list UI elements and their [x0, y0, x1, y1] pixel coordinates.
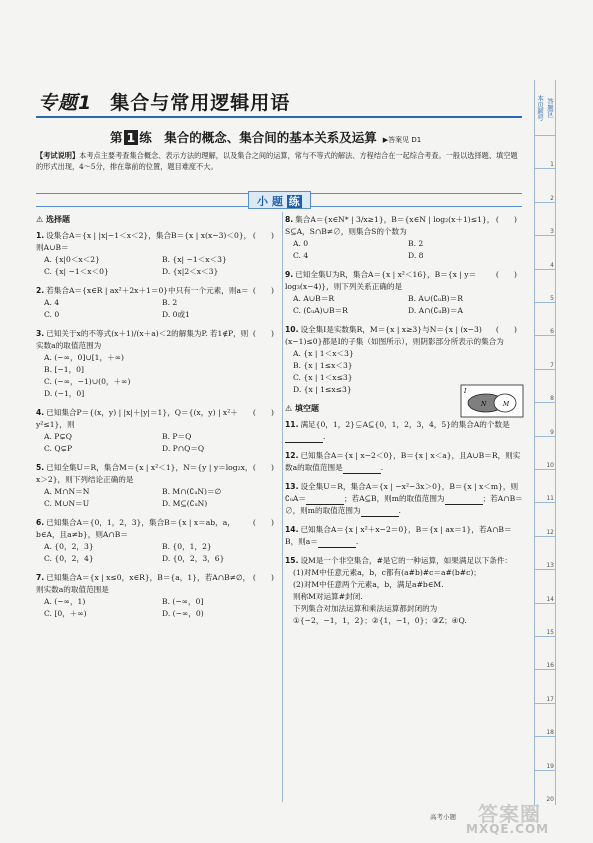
- sidebar-row: 7: [535, 335, 555, 368]
- question-stem: [285, 555, 523, 567]
- option-list: [36, 541, 280, 565]
- lesson-heading: [110, 128, 421, 146]
- question-item: [36, 517, 280, 565]
- answer-paren: ( ): [495, 270, 517, 279]
- option-item: B. [−1，0]: [44, 365, 84, 374]
- option-item: C. {x| −1＜x＜0}: [44, 267, 109, 276]
- question-item: [36, 407, 280, 455]
- option-list: [36, 486, 280, 510]
- option-item: B. A∪(∁ᵤB)＝R: [408, 294, 463, 303]
- answer-blank: [318, 537, 359, 548]
- exam-note: [36, 150, 522, 172]
- question-number: 14.: [285, 525, 299, 534]
- question-stem: [285, 269, 523, 293]
- sidebar-row: 18: [535, 703, 555, 736]
- option-item: D. {x|2＜x＜3}: [162, 267, 219, 276]
- question-text: 已知集合A＝{x | x−2＜0}，B＝{x | x＜a}，且A∪B＝R，则实数a的取值范围是: [285, 451, 521, 472]
- choice-section-heading: ⚠ 选择题: [36, 215, 70, 224]
- question-text: 设集合A＝{x | |x|−1＜x＜2}，集合B＝{x | x(x−3)＜0}，则A∪B＝: [36, 231, 252, 252]
- sidebar-row: 2: [535, 168, 555, 201]
- option-item: B. (−∞，0]: [162, 597, 204, 606]
- option-item: B. {x | 1≤x＜3}: [293, 361, 353, 370]
- question-item: [285, 419, 523, 443]
- sidebar-row: 17: [535, 669, 555, 702]
- question-item: [36, 328, 280, 400]
- option-item: D. A∩(∁ᵤB)＝A: [408, 306, 463, 315]
- answer-paren: ( ): [252, 408, 274, 417]
- option-list: [36, 254, 280, 278]
- option-item: C. {0，2，4}: [44, 554, 94, 563]
- question-text: 设M是一个非空集合，#是它的一种运算，如果满足以下条件：: [300, 556, 513, 565]
- question-text: 已知集合P＝{(x，y) | |x|＋|y|＝1}，Q＝{(x，y) | x²＋y²≤1}，则: [36, 408, 238, 429]
- option-item: D. (−∞，0): [162, 609, 204, 618]
- venn-label-n: N: [481, 401, 487, 408]
- option-item: B. {x| −1＜x＜3}: [162, 255, 227, 264]
- sidebar-row: 11: [535, 469, 555, 502]
- sidebar-row: 20: [535, 770, 555, 803]
- sidebar-row: 1: [535, 135, 555, 168]
- question-text: 若集合A＝{x∈R | ax²＋2x＋1＝0}中只有一个元素，则a＝: [46, 286, 249, 295]
- question-stem: [36, 517, 280, 541]
- option-list: [36, 431, 280, 455]
- question-number: 6.: [36, 518, 45, 527]
- option-item: A. 4: [44, 298, 60, 307]
- question-stem: [285, 450, 523, 474]
- option-item: D. 8: [408, 251, 424, 260]
- answer-blank: [445, 496, 483, 505]
- question-stem: [36, 572, 280, 596]
- question-line: (2)对M中任意两个元素a，b，满足a#b∈M.: [293, 580, 444, 589]
- answer-paren: ( ): [252, 286, 274, 295]
- question-number: 2.: [36, 286, 45, 295]
- option-item: A. P⊊Q: [44, 432, 73, 441]
- lesson-suffix: 练: [139, 130, 152, 145]
- footer-text: 高考小题: [430, 813, 456, 821]
- question-number: 7.: [36, 573, 45, 582]
- question-item: [36, 285, 280, 321]
- question-number: 13.: [285, 482, 299, 491]
- question-text: 设全集U＝R，集合A＝{x | −x²−3x＞0}，B＝{x | x＜m}，则∁ᵤA＝: [285, 482, 519, 503]
- question-stem: [285, 524, 523, 548]
- option-item: C. 4: [293, 251, 309, 260]
- question-tail: .: [355, 537, 359, 546]
- option-item: C. M∪N＝U: [44, 499, 90, 508]
- option-item: C. (−∞，−1)∪(0，＋∞): [44, 377, 131, 386]
- question-text: 已知集合A＝{x | x²＋x−2＝0}，B＝{x | ax＝1}，若A∩B＝B，则a＝: [285, 525, 512, 546]
- fill-question-list: [285, 419, 523, 627]
- section-tag-3: 练: [288, 195, 300, 208]
- sidebar-row: 5: [535, 269, 555, 302]
- answer-paren: ( ): [495, 325, 517, 334]
- question-number: 9.: [285, 270, 294, 279]
- right-column: [285, 214, 523, 634]
- option-list: [285, 238, 523, 262]
- question-line: (1)对M中任意元素a，b，c都有(a#b)#c＝a#(b#c)；: [293, 568, 481, 577]
- question-text: 已知关于x的不等式(x＋1)/(x＋a)＜2的解集为P. 若1∉P，则实数a的取值范围为: [36, 329, 249, 350]
- fill-section-heading: ⚠ 填空题: [285, 404, 319, 413]
- sidebar-row: 15: [535, 603, 555, 636]
- option-list: [36, 596, 280, 620]
- topic-heading: [38, 88, 290, 115]
- option-item: D. (−1，0]: [44, 389, 85, 398]
- answer-sidebar: [534, 80, 556, 805]
- sidebar-row: 9: [535, 402, 555, 435]
- question-stem: [285, 481, 523, 517]
- option-item: A. {0，2，3}: [44, 542, 94, 551]
- question-number: 12.: [285, 451, 299, 460]
- option-item: A. (−∞，1): [44, 597, 86, 606]
- sidebar-row: 4: [535, 235, 555, 268]
- sidebar-row: 3: [535, 202, 555, 235]
- option-item: D. M⊆(∁ᵤN): [162, 499, 208, 508]
- exam-note-label: 【考试说明】: [36, 151, 80, 160]
- sidebar-row: 19: [535, 736, 555, 769]
- question-stem: [36, 230, 280, 254]
- answer-paren: ( ): [252, 518, 274, 527]
- option-item: D. 0或1: [162, 310, 190, 319]
- question-line: 下列集合对加法运算和乘法运算都封闭的为: [293, 604, 438, 613]
- option-list: [285, 293, 523, 317]
- lesson-number: 1: [124, 130, 139, 145]
- question-item: [36, 462, 280, 510]
- section-tag: [248, 191, 311, 209]
- sidebar-row: 13: [535, 536, 555, 569]
- sidebar-row: 10: [535, 436, 555, 469]
- option-list: [36, 352, 280, 400]
- question-stem: [285, 214, 523, 238]
- sidebar-header: [535, 80, 555, 135]
- left-question-list: [36, 230, 280, 620]
- question-line: ①{−2，−1，1，2}；②{1，−1，0}；③Z；④Q.: [293, 616, 467, 625]
- venn-diagram: [460, 384, 524, 418]
- sidebar-row: 14: [535, 569, 555, 602]
- question-text-mid: ；若A⊆B，则m的取值范围为: [343, 494, 445, 503]
- question-stem: [285, 419, 523, 443]
- question-stem: [36, 407, 280, 431]
- question-number: 3.: [36, 329, 45, 338]
- option-item: C. (∁ᵤA)∪B＝R: [293, 306, 348, 315]
- topic-rule: [36, 116, 522, 118]
- question-stem: [36, 462, 280, 486]
- question-number: 15.: [285, 556, 299, 565]
- question-item: [285, 214, 523, 262]
- option-item: B. 2: [408, 239, 424, 248]
- question-item: [36, 572, 280, 620]
- question-item: [36, 230, 280, 278]
- question-number: 4.: [36, 408, 45, 417]
- right-question-list: [285, 214, 523, 396]
- answer-paren: ( ): [252, 231, 274, 240]
- answer-blank: [343, 463, 384, 474]
- question-tail: .: [398, 506, 401, 515]
- question-text: 已知全集U为R，集合A＝{x | x²＜16}，B＝{x | y＝log₃(x−4)}，则下列关系正确的是: [285, 270, 477, 291]
- option-item: A. {x|0＜x＜2}: [44, 255, 100, 264]
- option-item: A. 0: [293, 239, 309, 248]
- sidebar-header-1: 本页题号: [536, 94, 544, 121]
- option-item: A. (−∞，0]∪[1，＋∞): [44, 353, 124, 362]
- option-item: A. A∪B＝R: [293, 294, 335, 303]
- lesson-title: 集合的概念、集合间的基本关系及运算: [164, 130, 377, 145]
- question-number: 10.: [285, 325, 299, 334]
- option-item: B. P＝Q: [162, 432, 192, 441]
- topic-title: 集合与常用逻辑用语: [110, 92, 291, 114]
- option-item: B. M∩(∁ᵤN)＝∅: [162, 487, 222, 496]
- sidebar-row: 16: [535, 636, 555, 669]
- question-stem: [285, 324, 523, 348]
- question-text-mid2: ；若A∩B＝∅，则m的取值范围为: [285, 494, 523, 515]
- answer-paren: ( ): [252, 329, 274, 338]
- answer-paren: ( ): [252, 573, 274, 582]
- sidebar-header-2: 答题区: [546, 97, 554, 118]
- option-list: [36, 297, 280, 321]
- venn-label-m: M: [503, 401, 510, 408]
- question-text: 满足{0，1，2}⊊A⊆{0，1，2，3，4，5}的集合A的个数是: [300, 420, 510, 429]
- question-line: 则称M对运算#封闭.: [293, 592, 363, 601]
- venn-label-i: I: [464, 388, 467, 395]
- section-tag-1: 小: [257, 195, 268, 208]
- question-stem: [36, 328, 280, 352]
- option-item: C. Q⊊P: [44, 444, 73, 453]
- question-item: [285, 269, 523, 317]
- option-item: A. {x | 1＜x＜3}: [293, 349, 354, 358]
- option-item: A. M∩N＝N: [44, 487, 90, 496]
- question-item: [285, 481, 523, 517]
- option-item: D. {0，2，3，6}: [162, 554, 225, 563]
- option-item: C. 0: [44, 310, 60, 319]
- sidebar-row: 12: [535, 502, 555, 535]
- answer-blank: [361, 508, 399, 517]
- question-item: [285, 555, 523, 627]
- option-item: C. {x | 1＜x≤3}: [293, 373, 353, 382]
- sidebar-row: 8: [535, 369, 555, 402]
- left-column: [36, 214, 280, 627]
- option-item: B. {0，1，2}: [162, 542, 212, 551]
- sidebar-row: 6: [535, 302, 555, 335]
- watermark-url: MXQE.COM: [466, 822, 550, 836]
- question-text: 设全集I是实数集R，M＝{x | x≥3}与N＝{x | (x−3)(x−1)≤0}都是I的子集（如图所示），则阴影部分所表示的集合为: [285, 325, 504, 346]
- exam-note-text: 本考点主要考查集合概念、表示方法的理解，以及集合之间的运算，常与不等式的解法、方程结合在一起综合考查。一般以选择题、填空题的形式出现，4～5分，排在靠前的位置，题目难度不大。: [36, 151, 518, 171]
- question-number: 8.: [285, 215, 294, 224]
- column-divider: [282, 212, 283, 802]
- question-number: 11.: [285, 420, 299, 429]
- question-text: 已知全集U＝R，集合M＝{x | x²＜1}，N＝{y | y＝log₂x，x＞2}，则下列结论正确的是: [36, 463, 253, 484]
- answer-paren: ( ): [495, 215, 517, 224]
- lesson-prefix: 第: [110, 130, 123, 145]
- answer-reference: ▶答案见 D1: [382, 136, 422, 144]
- question-number: 1.: [36, 231, 45, 240]
- question-tail: .: [323, 432, 326, 441]
- watermark: 答案圈: [478, 802, 541, 826]
- question-text: 已知集合A＝{x | x≤0，x∈R}，B＝{a，1}，若A∩B≠∅，则实数a的取值范围是: [36, 573, 251, 594]
- topic-number: 专题1: [38, 92, 93, 114]
- answer-paren: ( ): [252, 463, 274, 472]
- answer-blank: [306, 496, 344, 505]
- option-item: C. [0，＋∞): [44, 609, 87, 618]
- question-tail: .: [380, 463, 384, 472]
- question-text: 集合A＝{x∈N* | 3/x≥1}，B＝{x∈N | log₂(x＋1)≤1}，S⊆A，S∩B≠∅，则集合S的个数为: [285, 215, 495, 236]
- option-item: D. {x | 1≤x≤3}: [293, 385, 352, 394]
- option-item: D. P∩Q＝Q: [162, 444, 205, 453]
- question-item: [285, 524, 523, 548]
- question-item: [285, 450, 523, 474]
- question-text: 已知集合A＝{0，1，2，3}，集合B＝{x | x＝ab，a，b∈A，且a≠b}，则A∩B＝: [36, 518, 235, 539]
- section-tag-2: 题: [271, 195, 283, 208]
- question-number: 5.: [36, 463, 45, 472]
- question-stem: [36, 285, 280, 297]
- section-bar: [36, 193, 522, 207]
- option-item: B. 2: [162, 298, 178, 307]
- answer-blank: [285, 432, 326, 443]
